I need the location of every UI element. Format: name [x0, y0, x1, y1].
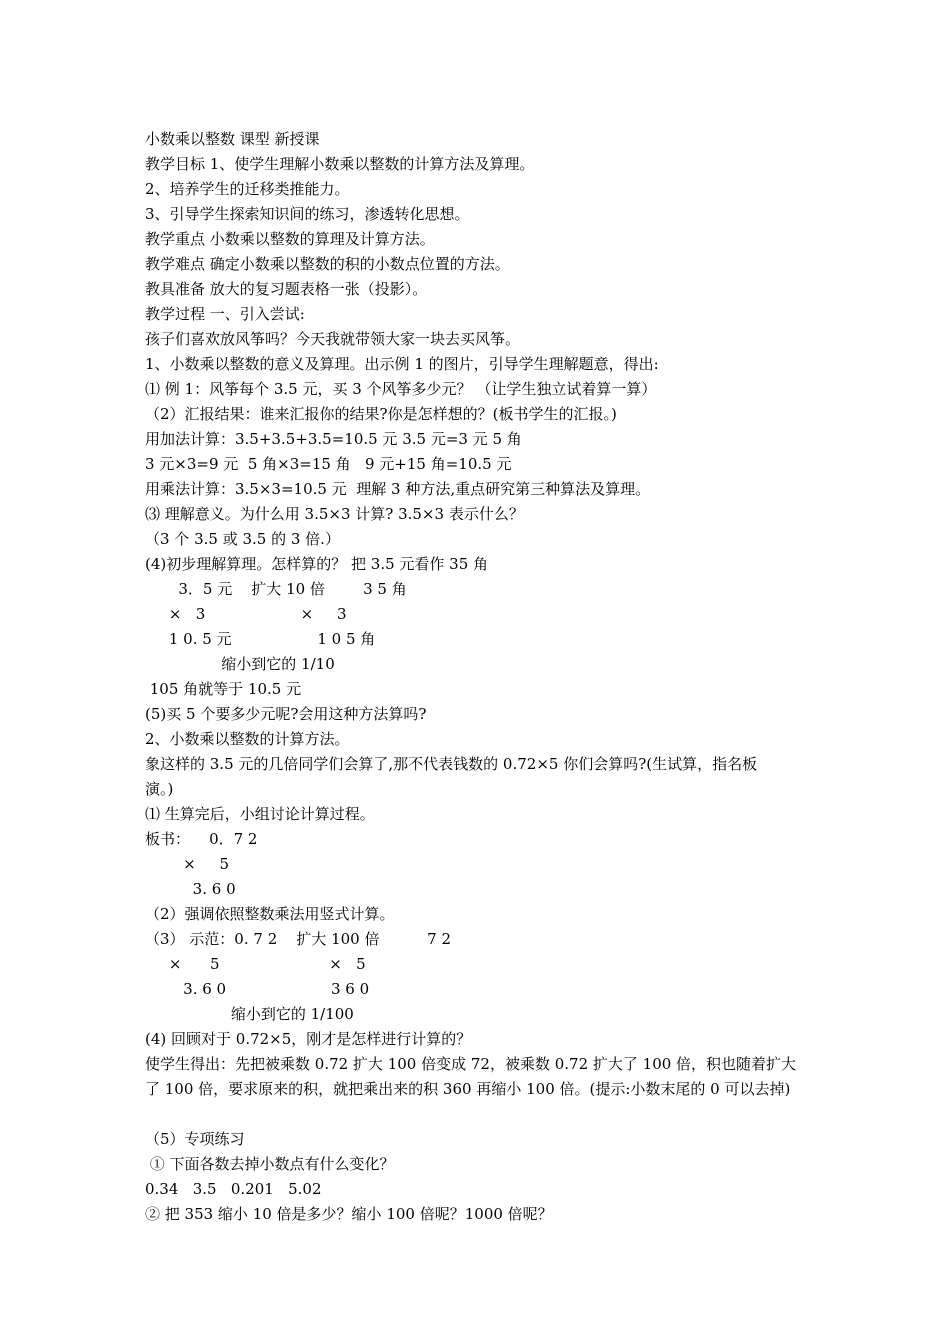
- text-line: ⑴ 生算完后，小组讨论计算过程。: [145, 805, 375, 823]
- text-line: 教具准备 放大的复习题表格一张（投影）。: [145, 280, 428, 298]
- text-line: 演。): [145, 780, 174, 798]
- text-line: 象这样的 3.5 元的几倍同学们会算了,那不代表钱数的 0.72×5 你们会算吗?(生试算，指名板: [145, 755, 758, 773]
- text-line: 1、小数乘以整数的意义及算理。出示例 1 的图片，引导学生理解题意，得出:: [145, 355, 659, 373]
- text-line: ① 下面各数去掉小数点有什么变化？: [145, 1155, 395, 1173]
- text-line: （5）专项练习: [145, 1130, 245, 1148]
- calc-line: 1 0. 5 元 1 0 5 角: [145, 630, 376, 648]
- text-line: 教学目标 1、使学生理解小数乘以整数的计算方法及算理。: [145, 155, 535, 173]
- text-line: ② 把 353 缩小 10 倍是多少？缩小 100 倍呢？1000 倍呢？: [145, 1205, 553, 1223]
- calc-line: 3. 6 0 3 6 0: [145, 980, 370, 998]
- text-line: 3、引导学生探索知识间的练习，渗透转化思想。: [145, 205, 470, 223]
- calc-line: × 3 × 3: [145, 605, 347, 623]
- text-line: 用加法计算：3.5+3.5+3.5=10.5 元 3.5 元=3 元 5 角: [145, 430, 522, 448]
- text-line: （3 个 3.5 或 3.5 的 3 倍.）: [145, 530, 340, 548]
- text-line: (4)初步理解算理。怎样算的？ 把 3.5 元看作 35 角: [145, 555, 489, 573]
- text-line: 2、培养学生的迁移类推能力。: [145, 180, 350, 198]
- text-line: 了 100 倍，要求原来的积，就把乘出来的积 360 再缩小 100 倍。(提示:小数末尾的 0 可以去掉): [145, 1080, 791, 1098]
- text-line: ⑴ 例 1：风筝每个 3.5 元，买 3 个风筝多少元？ （让学生独立试着算一算）: [145, 380, 657, 398]
- calc-line: × 5: [145, 855, 230, 873]
- text-line: 105 角就等于 10.5 元: [145, 680, 302, 698]
- calc-line: （3） 示范：0. 7 2 扩大 100 倍 7 2: [145, 930, 452, 948]
- text-line: 0.34 3.5 0.201 5.02: [145, 1180, 322, 1198]
- text-line: 用乘法计算：3.5×3=10.5 元 理解 3 种方法,重点研究第三种算法及算理。: [145, 480, 651, 498]
- calc-line: 缩小到它的 1/10: [145, 655, 335, 673]
- doc-title: 小数乘以整数 课型 新授课: [145, 130, 320, 148]
- calc-line: 3. 6 0: [145, 880, 236, 898]
- text-line: 教学过程 一、引入尝试:: [145, 305, 305, 323]
- calc-line: × 5 × 5: [145, 955, 366, 973]
- text-line: 教学重点 小数乘以整数的算理及计算方法。: [145, 230, 435, 248]
- text-line: (5)买 5 个要多少元呢?会用这种方法算吗?: [145, 705, 427, 723]
- text-line: 教学难点 确定小数乘以整数的积的小数点位置的方法。: [145, 255, 510, 273]
- text-line: 3 元×3=9 元 5 角×3=15 角 9 元+15 角=10.5 元: [145, 455, 512, 473]
- calc-line: 缩小到它的 1/100: [145, 1005, 354, 1023]
- text-line: （2）汇报结果：谁来汇报你的结果?你是怎样想的？(板书学生的汇报。): [145, 405, 617, 423]
- calc-line: 3．5 元 扩大 10 倍 3 5 角: [145, 580, 407, 598]
- text-line: (4) 回顾对于 0.72×5，刚才是怎样进行计算的？: [145, 1030, 472, 1048]
- text-line: 2、小数乘以整数的计算方法。: [145, 730, 350, 748]
- text-line: 使学生得出：先把被乘数 0.72 扩大 100 倍变成 72，被乘数 0.72 扩大了 100 倍，积也随着扩大: [145, 1055, 797, 1073]
- calc-line: 板书： 0．7 2: [145, 830, 258, 848]
- text-line: （2）强调依照整数乘法用竖式计算。: [145, 905, 395, 923]
- text-line: 孩子们喜欢放风筝吗？今天我就带领大家一块去买风筝。: [145, 330, 521, 348]
- text-line: ⑶ 理解意义。为什么用 3.5×3 计算? 3.5×3 表示什么？: [145, 505, 524, 523]
